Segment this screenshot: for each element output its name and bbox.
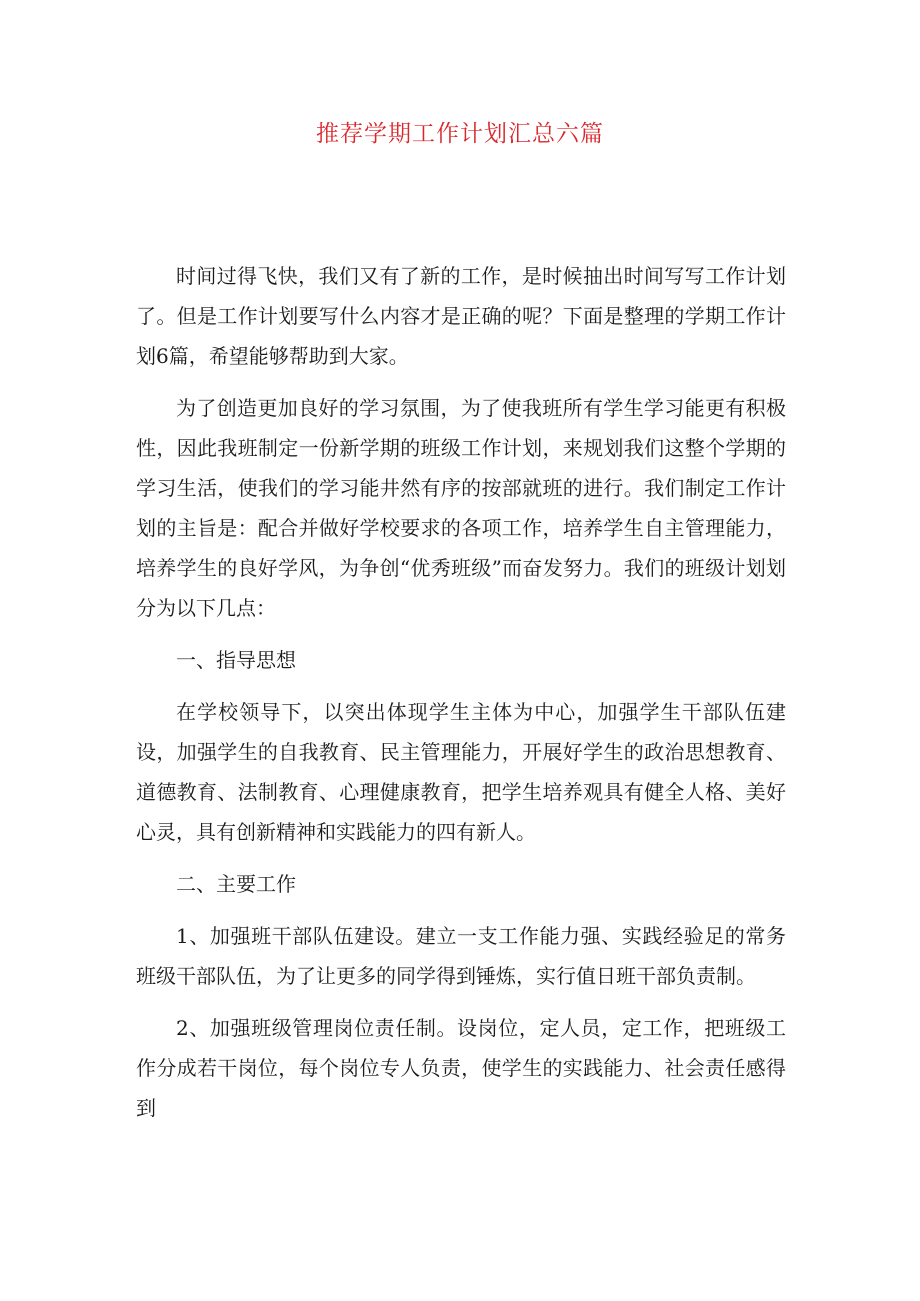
section-heading-main-work: 二、主要工作: [176, 872, 296, 896]
section-heading-guiding-ideology: 一、指导思想: [176, 648, 296, 672]
purpose-paragraph: 为了创造更加良好的学习氛围，为了使我班所有学生学习能更有积极性，因此我班制定一份新学期的班级工作计划，来规划我们这整个学期的学习生活，使我们的学习能井然有序的按部就班的进行。我们制定工作计划的主旨是：配合并做好学校要求的各项工作，培养学生自主管理能力，培养学生的良好学风，为争创“优秀班级”而奋发努力。我们的班级计划划分为以下几点：: [136, 396, 786, 620]
intro-paragraph: 时间过得飞快，我们又有了新的工作，是时候抽出时间写写工作计划了。但是工作计划要写什么内容才是正确的呢？下面是整理的学期工作计划6篇，希望能够帮助到大家。: [136, 264, 786, 368]
main-work-item-1: 1、加强班干部队伍建设。建立一支工作能力强、实践经验足的常务班级干部队伍，为了让更多的同学得到锤炼，实行值日班干部负责制。: [136, 924, 786, 988]
main-work-item-2: 2、加强班级管理岗位责任制。设岗位，定人员，定工作，把班级工作分成若干岗位，每个岗位专人负责，使学生的实践能力、社会责任感得到: [136, 1016, 786, 1120]
document-body: [136, 256, 786, 1140]
guiding-ideology-paragraph: 在学校领导下，以突出体现学生主体为中心，加强学生干部队伍建设，加强学生的自我教育、民主管理能力，开展好学生的政治思想教育、道德教育、法制教育、心理健康教育，把学生培养观具有健全人格、美好心灵，具有创新精神和实践能力的四有新人。: [136, 700, 786, 844]
document-title: 推荐学期工作计划汇总六篇: [316, 121, 604, 147]
